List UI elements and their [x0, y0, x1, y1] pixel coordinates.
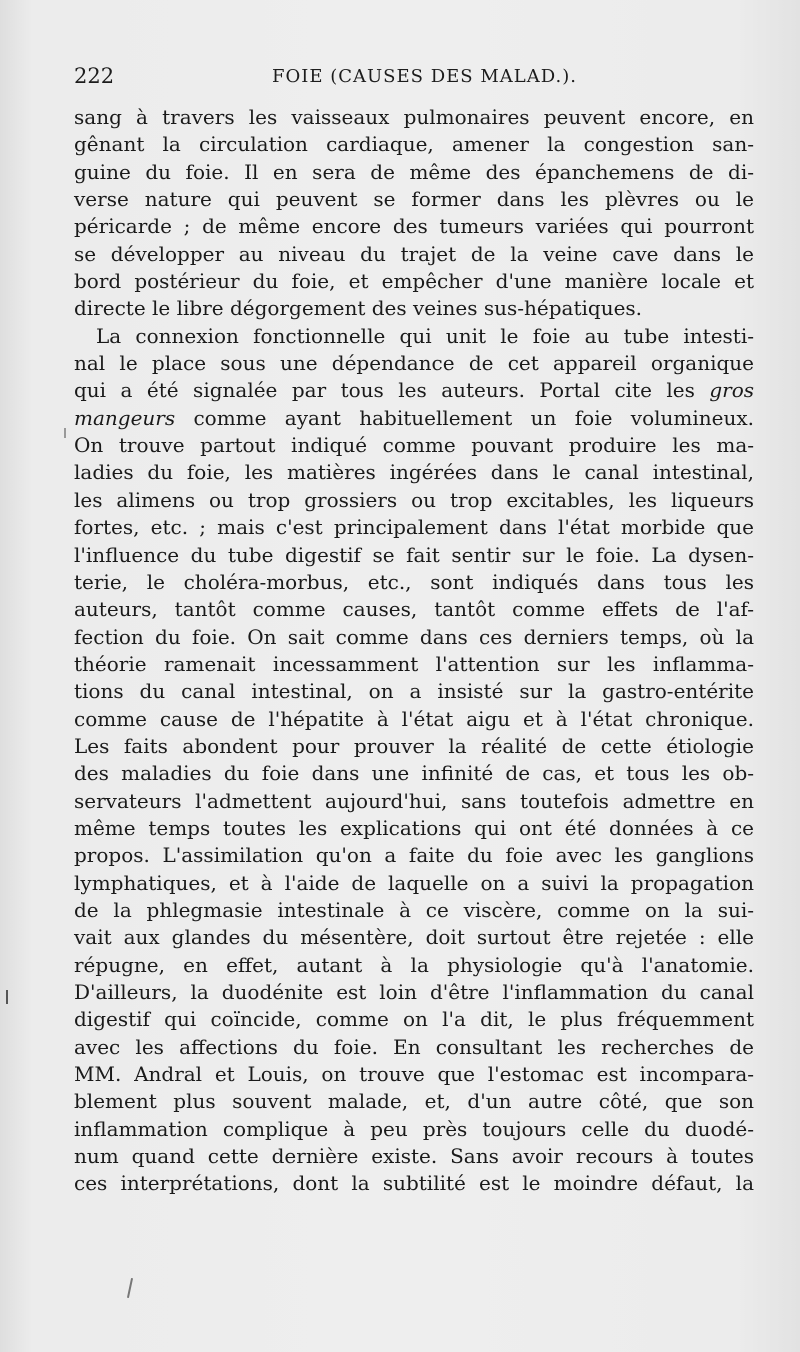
- text-line: MM. Andral et Louis, on trouve que l'estomac est incompara-: [74, 1062, 754, 1087]
- margin-pencil-mark: [6, 990, 8, 1004]
- text-line: tions du canal intestinal, on a insisté sur la gastro-entérite: [74, 679, 754, 704]
- page-header: [74, 64, 754, 98]
- text-line: lymphatiques, et à l'aide de laquelle on a suivi la propagation: [74, 870, 754, 895]
- text-line: répugne, en effet, autant à la physiologie qu'à l'anatomie.: [74, 952, 754, 977]
- text-line: Les faits abondent pour prouver la réalité de cette étiologie: [74, 733, 754, 758]
- text-line: ladies du foie, les matières ingérées dans le canal intestinal,: [74, 460, 754, 485]
- margin-pencil-mark: [127, 1278, 133, 1298]
- text-line: servateurs l'admettent aujourd'hui, sans toutefois admettre en: [74, 788, 754, 813]
- text-line: num quand cette dernière existe. Sans avoir recours à toutes: [74, 1144, 754, 1169]
- body-text: [74, 104, 754, 1198]
- page-number: 222: [74, 64, 115, 88]
- text-line: péricarde ; de même encore des tumeurs variées qui pourront: [74, 214, 754, 239]
- text-line: vait aux glandes du mésentère, doit surtout être rejetée : elle: [74, 925, 754, 950]
- text-line: On trouve partout indiqué comme pouvant produire les ma-: [74, 433, 754, 458]
- text-line: des maladies du foie dans une infinité de cas, et tous les ob-: [74, 761, 754, 786]
- text-line: gênant la circulation cardiaque, amener la congestion san-: [74, 132, 754, 157]
- text-fragment: qui a été signalée par tous les auteurs. Portal cite les: [74, 378, 710, 403]
- text-line: guine du foie. Il en sera de même des épanchemens de di-: [74, 159, 754, 184]
- text-line: théorie ramenait incessamment l'attention sur les inflamma-: [74, 651, 754, 676]
- text-line: fortes, etc. ; mais c'est principalement dans l'état morbide que: [74, 515, 754, 540]
- text-line: propos. L'assimilation qu'on a faite du foie avec les ganglions: [74, 843, 754, 868]
- text-line: D'ailleurs, la duodénite est loin d'être l'inflammation du canal: [74, 980, 754, 1004]
- text-line: de la phlegmasie intestinale à ce viscère, comme on la sui-: [74, 897, 754, 922]
- text-line: blement plus souvent malade, et, d'un autre côté, que son: [74, 1089, 754, 1114]
- text-fragment: comme ayant habituellement un foie volumineux.: [175, 405, 754, 430]
- text-line-with-italic: [74, 377, 754, 404]
- text-line: sang à travers les vaisseaux pulmonaires peuvent encore, en: [74, 105, 754, 129]
- text-line: les alimens ou trop grossiers ou trop excitables, les liqueurs: [74, 487, 754, 512]
- text-line-with-italic: [74, 405, 754, 432]
- italic-term: mangeurs: [74, 405, 176, 430]
- running-head: FOIE (CAUSES DES MALAD.).: [272, 66, 577, 87]
- text-line: l'influence du tube digestif se fait sentir sur le foie. La dysen-: [74, 542, 754, 567]
- text-line: auteurs, tantôt comme causes, tantôt comme effets de l'af-: [74, 597, 754, 622]
- text-line: avec les affections du foie. En consultant les recherches de: [74, 1034, 754, 1059]
- text-line: digestif qui coïncide, comme on l'a dit, le plus fréquemment: [74, 1007, 754, 1032]
- text-line: terie, le choléra-morbus, etc., sont indiqués dans tous les: [74, 569, 754, 594]
- text-line: ces interprétations, dont la subtilité est le moindre défaut, la: [74, 1171, 754, 1196]
- text-line: bord postérieur du foie, et empêcher d'une manière locale et: [74, 269, 754, 294]
- text-line: même temps toutes les explications qui ont été données à ce: [74, 815, 754, 840]
- text-line: inflammation complique à peu près toujours celle du duodé-: [74, 1116, 754, 1141]
- text-line: directe le libre dégorgement des veines sus-hépatiques.: [74, 296, 643, 321]
- text-line: La connexion fonctionnelle qui unit le foie au tube intesti-: [96, 323, 754, 348]
- text-line: nal le place sous une dépendance de cet appareil organique: [74, 351, 754, 376]
- italic-term: gros: [709, 378, 754, 403]
- margin-pencil-mark: [64, 428, 66, 438]
- text-line: verse nature qui peuvent se former dans les plèvres ou le: [74, 187, 754, 212]
- text-line: comme cause de l'hépatite à l'état aigu et à l'état chronique.: [74, 706, 754, 731]
- text-line: fection du foie. On sait comme dans ces derniers temps, où la: [74, 624, 754, 649]
- text-line: se développer au niveau du trajet de la veine cave dans le: [74, 241, 754, 266]
